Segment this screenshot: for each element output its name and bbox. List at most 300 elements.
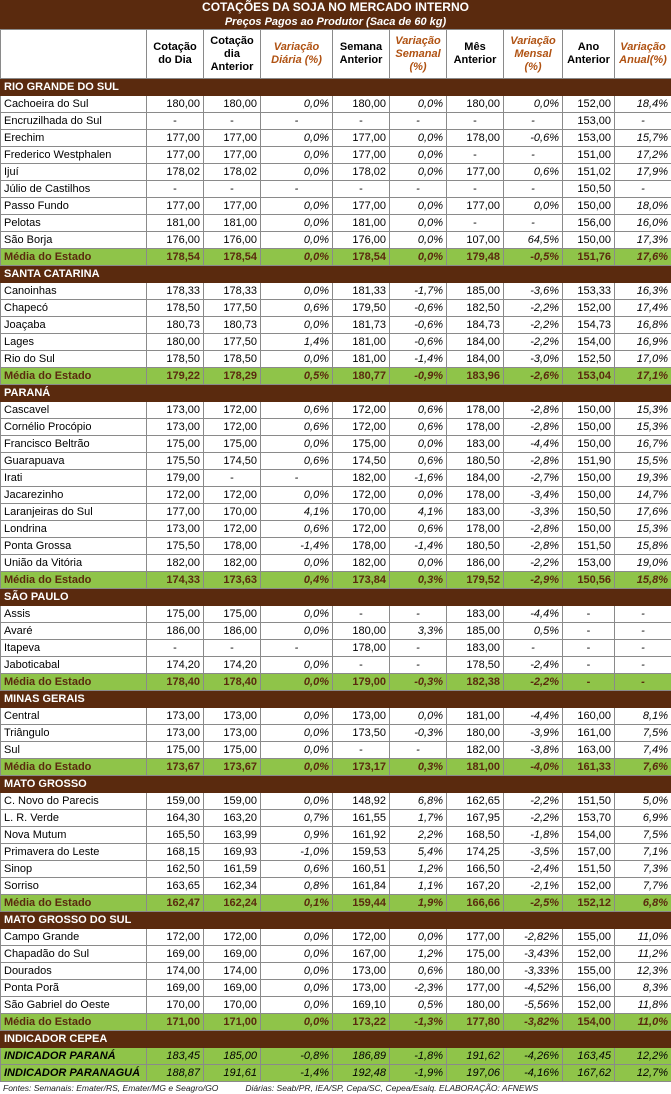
table-cell: -2,8%: [504, 453, 563, 470]
table-cell: 184,00: [447, 470, 504, 487]
table-cell: -: [447, 181, 504, 198]
table-cell: 152,00: [563, 997, 615, 1014]
table-cell: 173,00: [333, 963, 390, 980]
table-row: [1, 946, 671, 963]
column-header: Variação Anual(%): [615, 30, 671, 79]
table-cell: 0,0%: [261, 249, 333, 266]
table-row: [1, 521, 671, 538]
table-cell: 177,00: [147, 130, 204, 147]
table-cell: 182,00: [333, 555, 390, 572]
row-label: Rio do Sul: [1, 351, 147, 368]
table-cell: -: [615, 606, 671, 623]
table-row: [1, 147, 671, 164]
table-cell: -: [504, 147, 563, 164]
table-cell: 163,65: [147, 878, 204, 895]
row-label: Jaboticabal: [1, 657, 147, 674]
row-label: Assis: [1, 606, 147, 623]
table-cell: 163,45: [563, 1048, 615, 1065]
table-cell: 0,0%: [261, 96, 333, 113]
table-cell: 1,7%: [390, 810, 447, 827]
table-cell: 180,73: [147, 317, 204, 334]
table-cell: 178,50: [147, 351, 204, 368]
table-cell: 0,6%: [261, 453, 333, 470]
table-cell: -2,2%: [504, 317, 563, 334]
row-label: Francisco Beltrão: [1, 436, 147, 453]
table-cell: 0,0%: [261, 1014, 333, 1031]
column-header: Variação Diária (%): [261, 30, 333, 79]
table-cell: 0,6%: [390, 453, 447, 470]
section-title: SÃO PAULO: [1, 589, 671, 606]
table-cell: 173,00: [204, 725, 261, 742]
table-cell: 174,50: [333, 453, 390, 470]
table-cell: -3,0%: [504, 351, 563, 368]
table-cell: 162,50: [147, 861, 204, 878]
table-cell: 179,48: [447, 249, 504, 266]
table-cell: 0,0%: [261, 657, 333, 674]
table-cell: -4,26%: [504, 1048, 563, 1065]
section-header-row: [1, 385, 671, 402]
table-cell: 160,51: [333, 861, 390, 878]
table-cell: 16,3%: [615, 283, 671, 300]
table-cell: -: [261, 181, 333, 198]
table-cell: 0,0%: [261, 164, 333, 181]
table-cell: 177,00: [447, 164, 504, 181]
row-label: Londrina: [1, 521, 147, 538]
table-cell: 180,00: [447, 725, 504, 742]
table-cell: 0,1%: [261, 895, 333, 912]
table-cell: 152,50: [563, 351, 615, 368]
table-cell: 180,77: [333, 368, 390, 385]
table-cell: 3,3%: [390, 623, 447, 640]
table-cell: 7,5%: [615, 827, 671, 844]
table-cell: 184,00: [447, 334, 504, 351]
table-cell: -3,3%: [504, 504, 563, 521]
table-cell: 179,00: [333, 674, 390, 691]
row-label: Sul: [1, 742, 147, 759]
indicator-row: [1, 1065, 671, 1082]
row-label: União da Vitória: [1, 555, 147, 572]
table-cell: 0,3%: [390, 572, 447, 589]
table-cell: 16,7%: [615, 436, 671, 453]
table-cell: -2,8%: [504, 419, 563, 436]
row-label: Avaré: [1, 623, 147, 640]
table-cell: 170,00: [333, 504, 390, 521]
row-label: Frederico Westphalen: [1, 147, 147, 164]
table-cell: 5,4%: [390, 844, 447, 861]
table-cell: 185,00: [447, 623, 504, 640]
section-title: SANTA CATARINA: [1, 266, 671, 283]
state-average-row: [1, 249, 671, 266]
table-cell: 167,62: [563, 1065, 615, 1082]
table-cell: 0,0%: [261, 997, 333, 1014]
table-cell: 4,1%: [261, 504, 333, 521]
table-cell: 177,00: [333, 147, 390, 164]
table-cell: -4,52%: [504, 980, 563, 997]
table-cell: -: [563, 623, 615, 640]
table-row: [1, 555, 671, 572]
table-cell: 181,00: [204, 215, 261, 232]
table-cell: 172,00: [333, 929, 390, 946]
table-cell: -: [615, 657, 671, 674]
table-cell: 185,00: [204, 1048, 261, 1065]
table-cell: 181,73: [333, 317, 390, 334]
row-label: Campo Grande: [1, 929, 147, 946]
table-cell: 169,93: [204, 844, 261, 861]
row-label: INDICADOR PARANÁ: [1, 1048, 147, 1065]
row-label: C. Novo do Parecis: [1, 793, 147, 810]
table-cell: 162,65: [447, 793, 504, 810]
table-cell: 153,04: [563, 368, 615, 385]
table-cell: -: [615, 113, 671, 130]
table-cell: 0,0%: [261, 436, 333, 453]
table-cell: 11,0%: [615, 929, 671, 946]
table-cell: 161,55: [333, 810, 390, 827]
page-title: COTAÇÕES DA SOJA NO MERCADO INTERNO: [0, 0, 671, 15]
table-cell: 151,50: [563, 861, 615, 878]
table-cell: 0,0%: [261, 708, 333, 725]
table-cell: -: [261, 113, 333, 130]
table-cell: 177,80: [447, 1014, 504, 1031]
table-cell: 180,00: [147, 334, 204, 351]
table-cell: 172,00: [147, 929, 204, 946]
table-cell: 182,00: [447, 742, 504, 759]
section-title: MATO GROSSO: [1, 776, 671, 793]
table-cell: 180,50: [447, 538, 504, 555]
table-cell: 0,0%: [261, 351, 333, 368]
table-cell: 64,5%: [504, 232, 563, 249]
table-cell: 173,00: [204, 708, 261, 725]
table-cell: 0,6%: [390, 963, 447, 980]
table-cell: 178,54: [204, 249, 261, 266]
section-title: PARANÁ: [1, 385, 671, 402]
table-row: [1, 470, 671, 487]
table-row: [1, 130, 671, 147]
table-cell: 159,00: [147, 793, 204, 810]
table-cell: 179,52: [447, 572, 504, 589]
table-cell: 163,00: [563, 742, 615, 759]
table-cell: 163,20: [204, 810, 261, 827]
row-label: Central: [1, 708, 147, 725]
state-average-row: [1, 674, 671, 691]
table-cell: -2,2%: [504, 810, 563, 827]
table-cell: 153,33: [563, 283, 615, 300]
table-cell: 1,2%: [390, 946, 447, 963]
column-header: Cotação dia Anterior: [204, 30, 261, 79]
column-header: Variação Semanal (%): [390, 30, 447, 79]
table-cell: 183,00: [447, 606, 504, 623]
state-average-row: [1, 368, 671, 385]
table-cell: 11,8%: [615, 997, 671, 1014]
table-cell: 183,00: [447, 504, 504, 521]
row-label: Sinop: [1, 861, 147, 878]
table-cell: 15,3%: [615, 402, 671, 419]
table-cell: -: [390, 640, 447, 657]
table-cell: -0,6%: [390, 334, 447, 351]
table-row: [1, 181, 671, 198]
table-cell: 7,4%: [615, 742, 671, 759]
table-cell: 177,00: [333, 130, 390, 147]
table-cell: 161,00: [563, 725, 615, 742]
table-cell: -2,2%: [504, 334, 563, 351]
table-cell: 175,50: [147, 538, 204, 555]
table-cell: 0,0%: [261, 283, 333, 300]
table-cell: 152,12: [563, 895, 615, 912]
table-cell: 18,0%: [615, 198, 671, 215]
table-cell: 173,50: [333, 725, 390, 742]
table-cell: 175,00: [147, 436, 204, 453]
table-cell: -2,8%: [504, 402, 563, 419]
table-cell: 192,48: [333, 1065, 390, 1082]
table-cell: 153,00: [563, 130, 615, 147]
table-cell: 178,33: [147, 283, 204, 300]
table-cell: 161,33: [563, 759, 615, 776]
table-cell: 154,73: [563, 317, 615, 334]
table-cell: 183,96: [447, 368, 504, 385]
table-cell: 0,0%: [261, 929, 333, 946]
table-cell: 181,00: [333, 351, 390, 368]
table-cell: 0,0%: [261, 674, 333, 691]
table-cell: 0,6%: [261, 521, 333, 538]
section-title: MATO GROSSO DO SUL: [1, 912, 671, 929]
table-cell: 160,00: [563, 708, 615, 725]
table-cell: -: [615, 674, 671, 691]
table-cell: 0,6%: [390, 521, 447, 538]
table-cell: -2,5%: [504, 895, 563, 912]
table-cell: 151,76: [563, 249, 615, 266]
table-cell: 150,00: [563, 470, 615, 487]
table-cell: 0,0%: [390, 130, 447, 147]
section-header-row: [1, 266, 671, 283]
table-cell: -: [563, 674, 615, 691]
table-cell: 178,00: [447, 402, 504, 419]
table-cell: 191,61: [204, 1065, 261, 1082]
column-header: Variação Mensal (%): [504, 30, 563, 79]
table-cell: -2,1%: [504, 878, 563, 895]
table-cell: 175,00: [147, 606, 204, 623]
table-cell: 17,6%: [615, 504, 671, 521]
table-cell: 183,45: [147, 1048, 204, 1065]
table-cell: 177,00: [147, 198, 204, 215]
table-cell: 15,7%: [615, 130, 671, 147]
table-row: [1, 623, 671, 640]
table-cell: -1,9%: [390, 1065, 447, 1082]
table-row: [1, 232, 671, 249]
row-label: Cascavel: [1, 402, 147, 419]
table-cell: 175,00: [447, 946, 504, 963]
table-row: [1, 929, 671, 946]
table-cell: -2,2%: [504, 793, 563, 810]
table-row: [1, 351, 671, 368]
table-cell: 181,00: [447, 759, 504, 776]
table-cell: 175,00: [204, 606, 261, 623]
table-cell: 153,70: [563, 810, 615, 827]
column-header: Semana Anterior: [333, 30, 390, 79]
table-cell: -1,8%: [390, 1048, 447, 1065]
row-label: Lages: [1, 334, 147, 351]
table-header-row: [1, 30, 671, 79]
table-cell: 0,0%: [390, 96, 447, 113]
table-cell: 175,00: [204, 436, 261, 453]
table-cell: 178,40: [204, 674, 261, 691]
table-cell: -3,8%: [504, 742, 563, 759]
table-row: [1, 283, 671, 300]
table-cell: 154,00: [563, 1014, 615, 1031]
row-label: Média do Estado: [1, 895, 147, 912]
row-label: Chapecó: [1, 300, 147, 317]
table-cell: 157,00: [563, 844, 615, 861]
table-cell: 16,0%: [615, 215, 671, 232]
row-label: Ijuí: [1, 164, 147, 181]
row-label: Joaçaba: [1, 317, 147, 334]
table-cell: 178,00: [333, 538, 390, 555]
table-row: [1, 317, 671, 334]
table-cell: 161,92: [333, 827, 390, 844]
table-cell: -: [261, 470, 333, 487]
table-cell: 169,00: [147, 980, 204, 997]
table-cell: 0,0%: [261, 946, 333, 963]
table-cell: -2,8%: [504, 521, 563, 538]
table-cell: 155,00: [563, 929, 615, 946]
page-subtitle: Preços Pagos ao Produtor (Saca de 60 kg): [0, 15, 671, 29]
table-cell: 172,00: [204, 402, 261, 419]
table-cell: 0,0%: [261, 147, 333, 164]
table-cell: -4,16%: [504, 1065, 563, 1082]
table-row: [1, 96, 671, 113]
table-cell: -3,43%: [504, 946, 563, 963]
table-cell: 12,7%: [615, 1065, 671, 1082]
table-cell: -: [390, 113, 447, 130]
table-cell: 0,0%: [390, 555, 447, 572]
table-cell: 177,00: [204, 130, 261, 147]
table-cell: -: [333, 113, 390, 130]
row-label: Erechim: [1, 130, 147, 147]
table-cell: 180,73: [204, 317, 261, 334]
table-cell: 179,22: [147, 368, 204, 385]
table-cell: 177,00: [447, 980, 504, 997]
table-cell: 0,0%: [390, 198, 447, 215]
table-row: [1, 793, 671, 810]
table-cell: -2,4%: [504, 657, 563, 674]
row-label: São Gabriel do Oeste: [1, 997, 147, 1014]
table-cell: 173,00: [147, 708, 204, 725]
table-cell: 174,00: [204, 963, 261, 980]
table-cell: 150,00: [563, 402, 615, 419]
table-cell: -0,8%: [261, 1048, 333, 1065]
table-cell: 162,24: [204, 895, 261, 912]
table-cell: 172,00: [333, 487, 390, 504]
table-cell: 174,20: [204, 657, 261, 674]
table-cell: 168,50: [447, 827, 504, 844]
table-cell: 180,00: [204, 96, 261, 113]
table-cell: -: [333, 606, 390, 623]
table-cell: 150,50: [563, 504, 615, 521]
table-cell: -: [390, 181, 447, 198]
table-cell: 12,3%: [615, 963, 671, 980]
table-cell: -: [333, 742, 390, 759]
table-cell: 178,40: [147, 674, 204, 691]
table-cell: 184,00: [447, 351, 504, 368]
table-cell: 178,33: [204, 283, 261, 300]
table-cell: -2,6%: [504, 368, 563, 385]
table-row: [1, 861, 671, 878]
table-cell: -3,9%: [504, 725, 563, 742]
table-cell: 0,0%: [504, 198, 563, 215]
table-row: [1, 810, 671, 827]
table-cell: 182,38: [447, 674, 504, 691]
table-row: [1, 487, 671, 504]
table-cell: 19,0%: [615, 555, 671, 572]
section-title: INDICADOR CEPEA: [1, 1031, 671, 1048]
table-cell: 156,00: [563, 980, 615, 997]
table-cell: 161,84: [333, 878, 390, 895]
table-cell: 17,1%: [615, 368, 671, 385]
table-cell: 172,00: [204, 521, 261, 538]
table-cell: -: [447, 113, 504, 130]
source-footer: [0, 1082, 671, 1094]
table-cell: -: [204, 181, 261, 198]
table-cell: 179,50: [333, 300, 390, 317]
table-cell: 150,00: [563, 487, 615, 504]
table-cell: -2,7%: [504, 470, 563, 487]
table-cell: 178,00: [447, 130, 504, 147]
table-cell: 0,0%: [261, 487, 333, 504]
table-cell: 156,00: [563, 215, 615, 232]
table-cell: 0,9%: [261, 827, 333, 844]
table-cell: -2,2%: [504, 674, 563, 691]
table-cell: 14,7%: [615, 487, 671, 504]
table-cell: 17,4%: [615, 300, 671, 317]
table-cell: 177,00: [147, 504, 204, 521]
table-cell: 0,5%: [504, 623, 563, 640]
table-cell: 152,00: [563, 300, 615, 317]
table-cell: -: [615, 640, 671, 657]
table-cell: 0,0%: [261, 198, 333, 215]
table-cell: 176,00: [204, 232, 261, 249]
state-average-row: [1, 572, 671, 589]
table-cell: -4,4%: [504, 436, 563, 453]
table-cell: 183,00: [447, 436, 504, 453]
table-cell: 178,54: [333, 249, 390, 266]
table-cell: 180,00: [447, 96, 504, 113]
table-cell: 0,7%: [261, 810, 333, 827]
row-label: Cachoeira do Sul: [1, 96, 147, 113]
table-cell: 178,00: [447, 419, 504, 436]
table-cell: 0,6%: [390, 419, 447, 436]
table-cell: 181,00: [447, 708, 504, 725]
table-cell: 0,6%: [390, 402, 447, 419]
section-header-row: [1, 589, 671, 606]
table-cell: -1,8%: [504, 827, 563, 844]
table-cell: -: [147, 640, 204, 657]
table-cell: 17,0%: [615, 351, 671, 368]
row-label: Pelotas: [1, 215, 147, 232]
table-cell: -: [447, 147, 504, 164]
table-cell: 0,0%: [261, 980, 333, 997]
table-cell: 183,00: [447, 640, 504, 657]
row-label: Ponta Porã: [1, 980, 147, 997]
table-cell: 151,00: [563, 147, 615, 164]
table-cell: 181,00: [333, 215, 390, 232]
table-cell: -: [615, 623, 671, 640]
table-cell: 186,00: [447, 555, 504, 572]
table-cell: 177,50: [204, 334, 261, 351]
table-cell: 178,54: [147, 249, 204, 266]
table-cell: -2,2%: [504, 555, 563, 572]
table-cell: 15,3%: [615, 419, 671, 436]
table-cell: 181,00: [147, 215, 204, 232]
table-cell: 174,20: [147, 657, 204, 674]
quotes-table: [0, 29, 671, 1082]
